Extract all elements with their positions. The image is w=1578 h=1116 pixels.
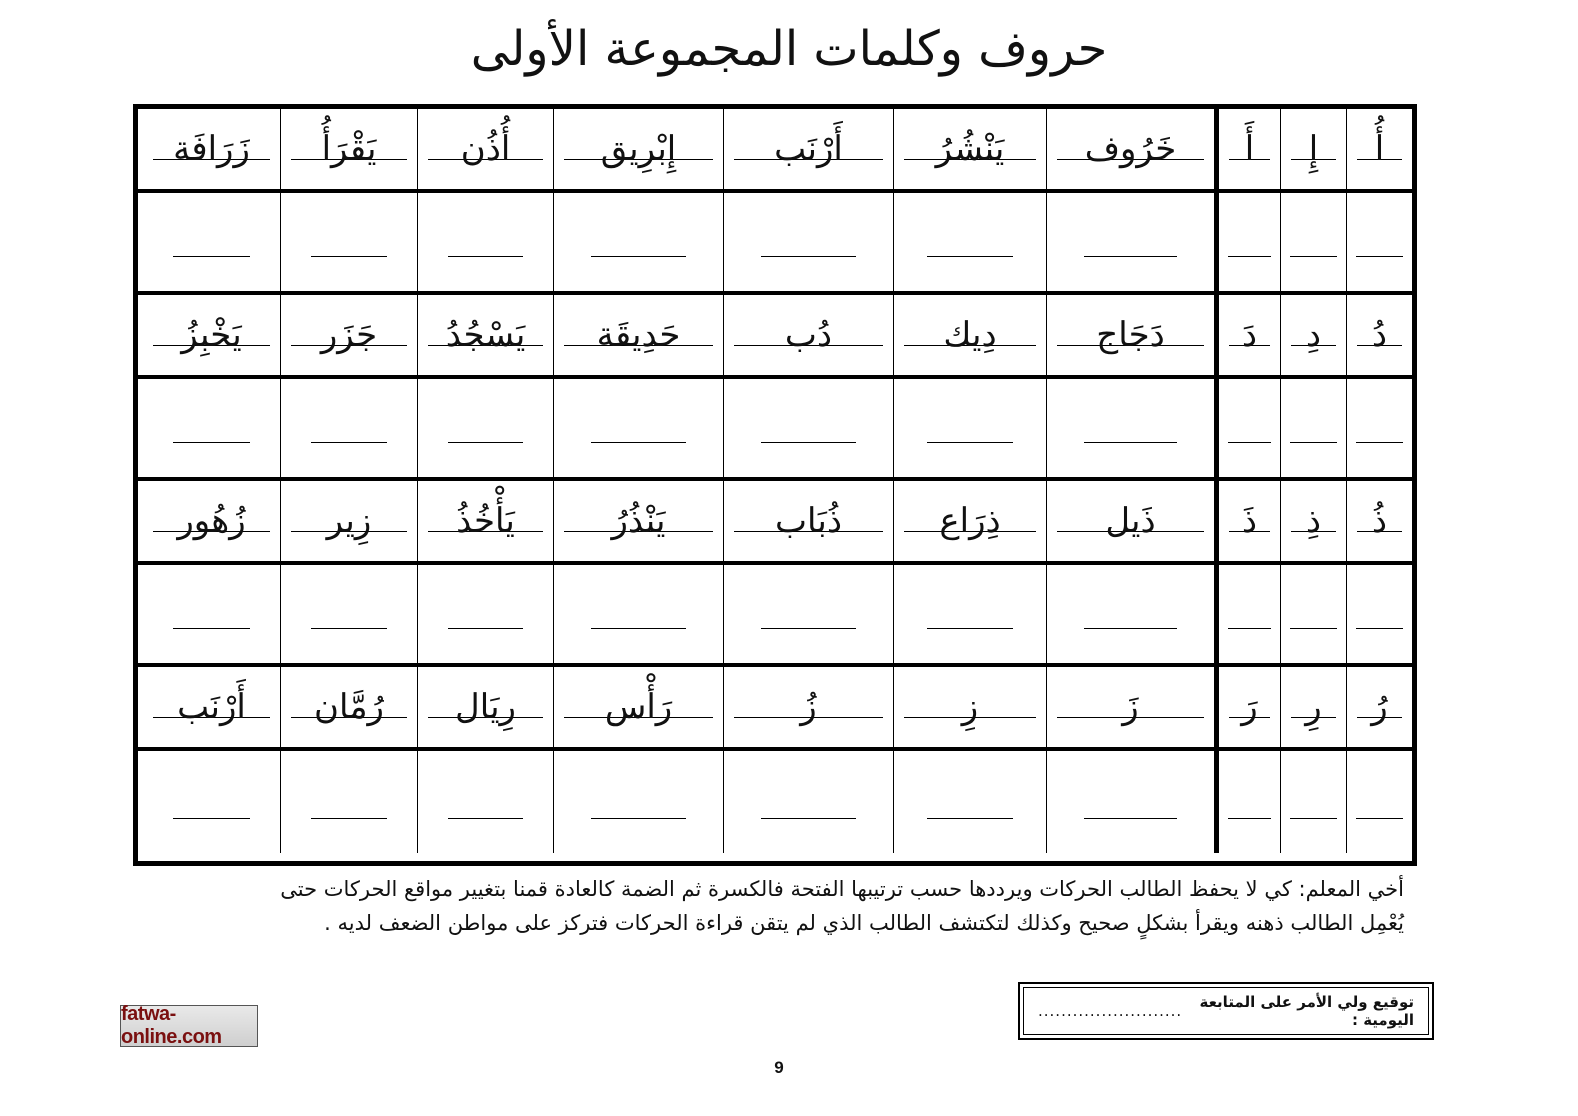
worksheet-table (133, 104, 1417, 866)
writing-cell[interactable] (1214, 193, 1280, 291)
word-cell: ذَيل (1046, 481, 1214, 561)
word-cell: زِ (893, 667, 1046, 747)
word-row (138, 667, 1412, 751)
writing-cell[interactable] (1214, 379, 1280, 477)
writing-cell[interactable] (1346, 565, 1412, 663)
page-number: 9 (774, 1058, 784, 1077)
writing-cell[interactable] (280, 193, 417, 291)
writing-cell[interactable] (1280, 193, 1346, 291)
word-cell: أَرْنَب (143, 667, 280, 747)
writing-row (138, 193, 1412, 295)
word-cell: دُب (723, 295, 893, 375)
writing-cell[interactable] (417, 193, 553, 291)
writing-cell[interactable] (893, 193, 1046, 291)
writing-cell[interactable] (143, 379, 280, 477)
letter-cell: ذُ (1346, 481, 1412, 561)
letter-cell: دَ (1214, 295, 1280, 375)
word-cell: يَأْخُذُ (417, 481, 553, 561)
writing-cell[interactable] (1046, 379, 1214, 477)
writing-cell[interactable] (1346, 193, 1412, 291)
writing-cell[interactable] (280, 565, 417, 663)
writing-cell[interactable] (143, 751, 280, 853)
writing-cell[interactable] (893, 565, 1046, 663)
guardian-signature-label: توقيع ولي الأمر على المتابعة اليومية : (1199, 993, 1414, 1029)
letter-cell: إِ (1280, 109, 1346, 189)
word-cell: يَنْذُرُ (553, 481, 723, 561)
guardian-signature-field[interactable]: ......................... (1038, 1002, 1183, 1020)
word-cell: زَرَافَة (143, 109, 280, 189)
writing-cell[interactable] (1280, 751, 1346, 853)
letter-cell: رِ (1280, 667, 1346, 747)
writing-cell[interactable] (893, 751, 1046, 853)
letter-cell: دِ (1280, 295, 1346, 375)
writing-cell[interactable] (553, 193, 723, 291)
word-cell: زِير (280, 481, 417, 561)
word-row (138, 295, 1412, 379)
writing-cell[interactable] (280, 379, 417, 477)
word-cell: يَخْبِزُ (143, 295, 280, 375)
writing-cell[interactable] (553, 751, 723, 853)
writing-cell[interactable] (723, 379, 893, 477)
writing-cell[interactable] (553, 565, 723, 663)
letter-cell: ذَ (1214, 481, 1280, 561)
word-cell: خَرُوف (1046, 109, 1214, 189)
teacher-note (174, 872, 1404, 940)
writing-cell[interactable] (1214, 565, 1280, 663)
letter-cell: ذِ (1280, 481, 1346, 561)
word-cell: أَرْنَب (723, 109, 893, 189)
writing-cell[interactable] (417, 379, 553, 477)
writing-cell[interactable] (723, 751, 893, 853)
word-row (138, 109, 1412, 193)
writing-cell[interactable] (1346, 751, 1412, 853)
writing-cell[interactable] (1280, 379, 1346, 477)
word-cell: دِيك (893, 295, 1046, 375)
word-cell: رَأْس (553, 667, 723, 747)
word-cell: زُهُور (143, 481, 280, 561)
letter-cell: أَ (1214, 109, 1280, 189)
word-cell: زُ (723, 667, 893, 747)
teacher-note-line-1: أخي المعلم: كي لا يحفظ الطالب الحركات ويرددها حسب ترتيبها الفتحة فالكسرة ثم الضمة كالعادة قمنا بتغيير مواقع الحركات حتى (280, 877, 1404, 901)
writing-cell[interactable] (893, 379, 1046, 477)
writing-cell[interactable] (1214, 751, 1280, 853)
word-row (138, 481, 1412, 565)
writing-cell[interactable] (1046, 565, 1214, 663)
writing-cell[interactable] (417, 751, 553, 853)
word-cell: يَقْرَأُ (280, 109, 417, 189)
teacher-note-line-2: يُعْمِل الطالب ذهنه ويقرأ بشكلٍ صحيح وكذلك لتكتشف الطالب الذي لم يتقن قراءة الحركات فتركز على مواطن الضعف لديه . (324, 911, 1404, 935)
writing-cell[interactable] (417, 565, 553, 663)
letter-cell: رُ (1346, 667, 1412, 747)
writing-cell[interactable] (553, 379, 723, 477)
word-cell: ذِرَاع (893, 481, 1046, 561)
word-cell: رِيَال (417, 667, 553, 747)
letter-cell: دُ (1346, 295, 1412, 375)
writing-row (138, 379, 1412, 481)
word-cell: رُمَّان (280, 667, 417, 747)
word-cell: جَزَر (280, 295, 417, 375)
word-cell: زَ (1046, 667, 1214, 747)
word-cell: يَنْشُرُ (893, 109, 1046, 189)
letter-cell: رَ (1214, 667, 1280, 747)
writing-cell[interactable] (280, 751, 417, 853)
word-cell: إِبْرِيق (553, 109, 723, 189)
page-title: حروف وكلمات المجموعة الأولى (470, 21, 1108, 77)
word-cell: أُذُن (417, 109, 553, 189)
writing-cell[interactable] (1046, 193, 1214, 291)
word-cell: حَدِيقَة (553, 295, 723, 375)
word-cell: ذُبَاب (723, 481, 893, 561)
word-cell: دَجَاج (1046, 295, 1214, 375)
writing-cell[interactable] (143, 193, 280, 291)
site-logo: fatwa-online.com (120, 1005, 258, 1047)
word-cell: يَسْجُدُ (417, 295, 553, 375)
guardian-signature-box (1018, 982, 1434, 1040)
guardian-signature-inner (1023, 987, 1429, 1035)
writing-cell[interactable] (723, 565, 893, 663)
writing-cell[interactable] (723, 193, 893, 291)
writing-row (138, 751, 1412, 853)
writing-cell[interactable] (1046, 751, 1214, 853)
writing-cell[interactable] (1280, 565, 1346, 663)
writing-row (138, 565, 1412, 667)
letter-cell: أُ (1346, 109, 1412, 189)
writing-cell[interactable] (143, 565, 280, 663)
writing-cell[interactable] (1346, 379, 1412, 477)
